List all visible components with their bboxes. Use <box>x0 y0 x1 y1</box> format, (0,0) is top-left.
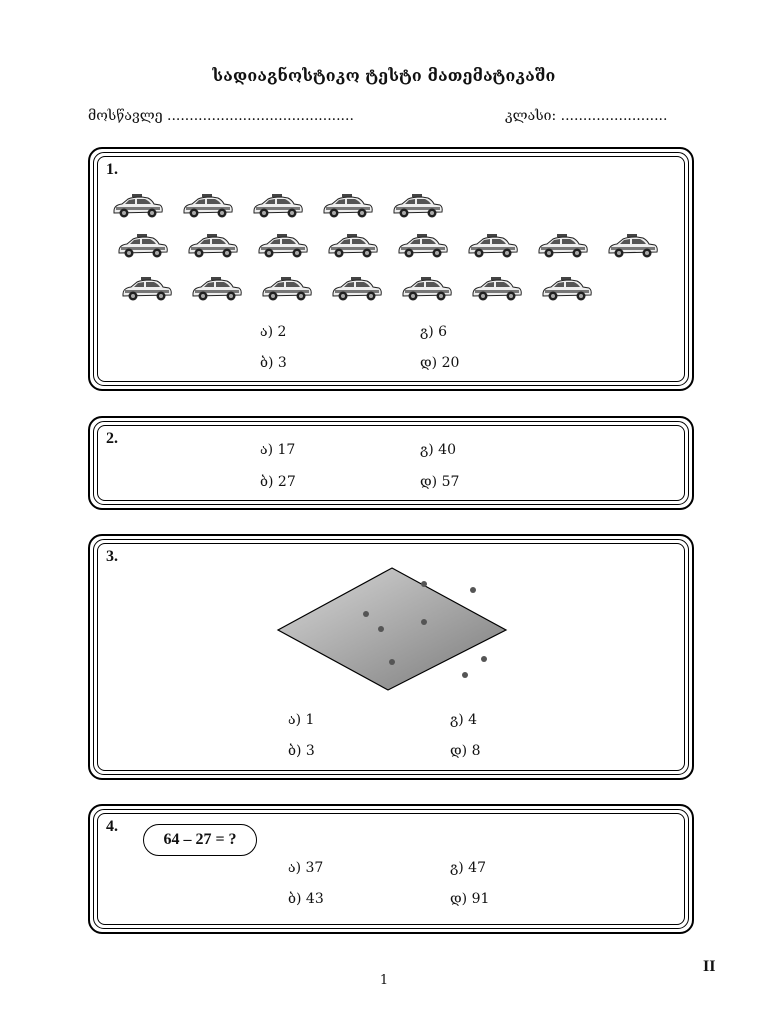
police-car-icon <box>189 275 243 303</box>
dot-inside <box>421 619 427 625</box>
police-car-icon <box>395 232 449 260</box>
police-car-icon <box>259 275 313 303</box>
q1-option-b[interactable]: ბ) 3 <box>260 355 287 371</box>
q1-option-g[interactable]: გ) 6 <box>420 324 448 340</box>
q3-option-b[interactable]: ბ) 3 <box>288 743 315 759</box>
police-car-icon <box>119 275 173 303</box>
q4-option-a[interactable]: ა) 37 <box>288 860 324 876</box>
dot-outside <box>481 656 487 662</box>
question-1-box <box>88 147 694 391</box>
police-car-icon <box>250 192 304 220</box>
q1-option-a[interactable]: ა) 2 <box>260 324 287 340</box>
q2-option-b[interactable]: ბ) 27 <box>260 474 296 490</box>
q4-option-b[interactable]: ბ) 43 <box>288 891 324 907</box>
police-car-icon <box>255 232 309 260</box>
q3-option-a[interactable]: ა) 1 <box>288 712 315 728</box>
police-car-icon <box>329 275 383 303</box>
q3-option-g[interactable]: გ) 4 <box>450 712 478 728</box>
page-title: სადიაგნოსტიკო ტესტი მათემატიკაში <box>212 66 556 85</box>
q1-option-d[interactable]: დ) 20 <box>420 355 460 371</box>
police-car-icon <box>399 275 453 303</box>
q4-option-g[interactable]: გ) 47 <box>450 860 486 876</box>
dot-inside <box>363 611 369 617</box>
page-number: 1 <box>379 973 389 988</box>
police-car-icon <box>605 232 659 260</box>
dot-inside <box>389 659 395 665</box>
dot-inside <box>378 626 384 632</box>
subtraction-expression: 64 – 27 = ? <box>143 824 257 856</box>
q2-option-a[interactable]: ა) 17 <box>260 442 296 458</box>
section-marker: II <box>703 958 716 975</box>
q2-option-d[interactable]: დ) 57 <box>420 474 460 490</box>
student-name-line: მოსწავლე .......................................... <box>88 108 354 124</box>
question-4-box <box>88 804 694 934</box>
police-car-icon <box>390 192 444 220</box>
question-2-box <box>88 416 694 510</box>
dot-outside <box>470 587 476 593</box>
question-3-number: 3. <box>106 548 118 565</box>
police-car-icon <box>539 275 593 303</box>
police-car-icon <box>469 275 523 303</box>
police-car-icon <box>185 232 239 260</box>
police-car-icon <box>115 232 169 260</box>
q3-option-d[interactable]: დ) 8 <box>450 743 481 759</box>
police-car-icon <box>180 192 234 220</box>
rhombus-shape <box>278 568 506 690</box>
q4-option-d[interactable]: დ) 91 <box>450 891 490 907</box>
police-car-icon <box>535 232 589 260</box>
question-3-box <box>88 534 694 780</box>
class-line: კლასი: ........................ <box>505 108 668 124</box>
question-4-number: 4. <box>106 818 118 835</box>
question-2-number: 2. <box>106 430 118 447</box>
police-car-icon <box>325 232 379 260</box>
q2-option-g[interactable]: გ) 40 <box>420 442 456 458</box>
police-car-icon <box>320 192 374 220</box>
dot-inside <box>421 581 427 587</box>
question-1-number: 1. <box>106 161 118 178</box>
dot-outside <box>462 672 468 678</box>
police-car-icon <box>110 192 164 220</box>
police-car-icon <box>465 232 519 260</box>
rhombus-with-dots <box>276 564 516 694</box>
